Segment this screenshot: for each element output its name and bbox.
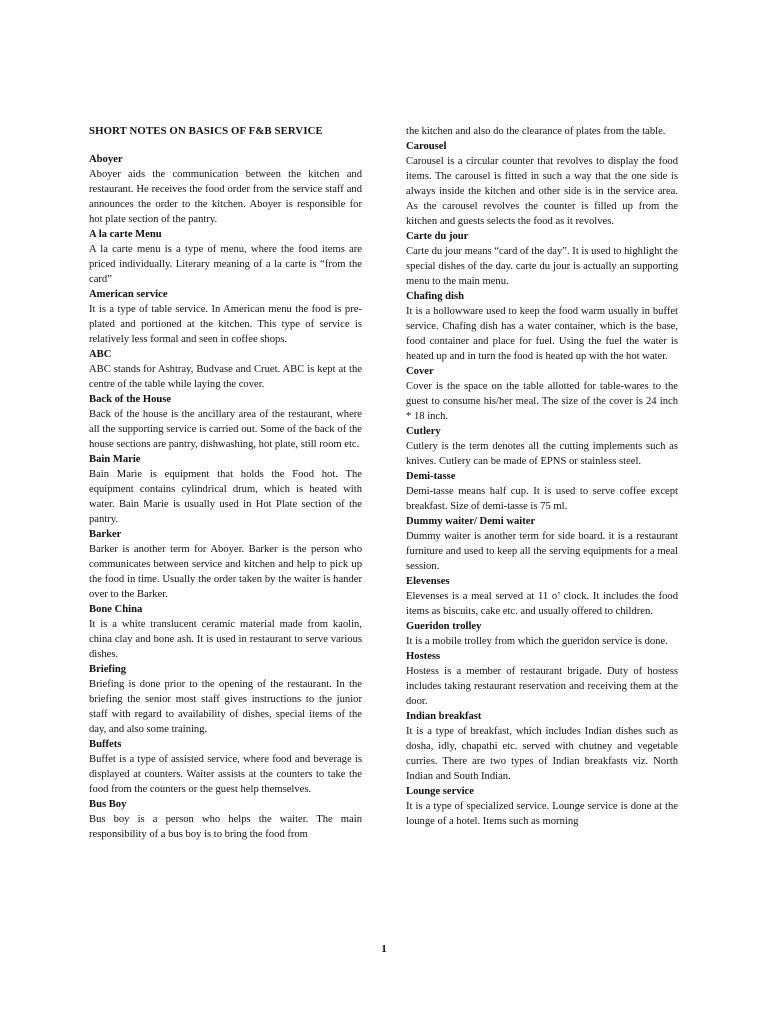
glossary-term: American service (89, 289, 168, 300)
glossary-definition: Aboyer aids the communication between the kitchen and restaurant. He receives the food order from the service staff and announces the order to the kitchen. Aboyer is responsible for hot plate section of the pantry. (89, 169, 362, 225)
glossary-term: Carte du jour (406, 231, 469, 242)
glossary-term: Briefing (89, 664, 127, 675)
glossary-definition: Demi-tasse means half cup. It is used to serve coffee except breakfast. Size of demi-tasse is 75 ml. (406, 486, 678, 512)
glossary-term: Bus Boy (89, 799, 127, 810)
glossary-definition: Briefing is done prior to the opening of the restaurant. In the briefing the senior most staff gives instructions to the junior staff with regard to availability of dishes, special items of the day, and also some training. (89, 679, 362, 735)
glossary-term: Lounge service (406, 786, 474, 797)
page-number: 1 (381, 943, 387, 955)
glossary-definition: It is a type of breakfast, which includes Indian dishes such as dosha, idly, chapathi etc. served with chutney and vegetable curries. There are two types of Indian breakfasts viz. North Indian and South Indian. (406, 726, 678, 782)
glossary-definition: It is a hollowware used to keep the food warm usually in buffet service. Chafing dish has a water container, which is the base, food container and place for fuel. Using the fuel the water is heated up and in turn the food is heated up with the hot water. (406, 306, 678, 362)
left-column (89, 124, 362, 842)
glossary-definition: ABC stands for Ashtray, Budvase and Cruet. ABC is kept at the centre of the table while laying the cover. (89, 364, 362, 390)
glossary-term: Bone China (89, 604, 143, 615)
glossary-term: Elevenses (406, 576, 450, 587)
glossary-term: Hostess (406, 651, 441, 662)
glossary-term: Gueridon trolley (406, 621, 482, 632)
glossary-term: Back of the House (89, 394, 172, 405)
glossary-definition: Buffet is a type of assisted service, where food and beverage is displayed at counters. Waiter assists at the counters to take the food from the counters or the guest help themselves. (89, 754, 362, 795)
glossary-definition: Bus boy is a person who helps the waiter. The main responsibility of a bus boy is to bring the food from (89, 814, 362, 840)
glossary-definition: Carousel is a circular counter that revolves to display the food items. The carousel is fitted in such a way that the one side is always inside the kitchen and other side is in the service area. As the carousel revolves the counter is filled up from the kitchen and guests selects the food as it revolves. (406, 156, 678, 227)
glossary-definition: Elevenses is a meal served at 11 o’ clock. It includes the food items as biscuits, cake etc. and usually offered to children. (406, 591, 678, 617)
glossary-definition: It is a type of table service. In American menu the food is pre-plated and portioned at the kitchen. This type of service is relatively less formal and seen in coffee shops. (89, 304, 362, 345)
glossary-definition: It is a white translucent ceramic material made from kaolin, china clay and bone ash. It is used in restaurant to serve various dishes. (89, 619, 362, 660)
glossary-term: Cover (406, 366, 434, 377)
glossary-definition: A la carte menu is a type of menu, where the food items are priced individually. Literary meaning of a la carte is “from the card” (89, 244, 362, 285)
continued-definition: the kitchen and also do the clearance of plates from the table. (406, 126, 666, 137)
glossary-term: Indian breakfast (406, 711, 482, 722)
glossary-definition: Back of the house is the ancillary area of the restaurant, where all the supporting service is carried out. Some of the back of the house sections are pantry, dishwashing, hot plate, still room etc. (89, 409, 362, 450)
glossary-term: Aboyer (89, 154, 123, 165)
glossary-definition: It is a type of specialized service. Lounge service is done at the lounge of a hotel. Items such as morning (406, 801, 678, 827)
glossary-definition: It is a mobile trolley from which the gueridon service is done. (406, 636, 668, 647)
glossary-term: A la carte Menu (89, 229, 162, 240)
glossary-term: Cutlery (406, 426, 441, 437)
glossary-term: Bain Marie (89, 454, 141, 465)
left-entries (89, 152, 362, 842)
document-title: SHORT NOTES ON BASICS OF F&B SERVICE (89, 125, 323, 137)
glossary-definition: Dummy waiter is another term for side board. it is a restaurant furniture and used to keep all the serving equipments for a meal session. (406, 531, 678, 572)
right-column (406, 124, 678, 829)
glossary-term: Chafing dish (406, 291, 464, 302)
glossary-term: Buffets (89, 739, 122, 750)
glossary-term: Dummy waiter/ Demi waiter (406, 516, 536, 527)
glossary-term: Carousel (406, 141, 447, 152)
glossary-definition: Carte du jour means “card of the day”. It is used to highlight the special dishes of the day. carte du jour is actually an supporting menu to the main menu. (406, 246, 678, 287)
glossary-term: Barker (89, 529, 122, 540)
glossary-definition: Hostess is a member of restaurant brigade. Duty of hostess includes taking restaurant reservation and receiving them at the door. (406, 666, 678, 707)
glossary-definition: Barker is another term for Aboyer. Barker is the person who communicates between service and kitchen and help to pick up the food in time. Usually the order taken by the waiter is hander over to the Barker. (89, 544, 362, 600)
glossary-definition: Cutlery is the term denotes all the cutting implements such as knives. Cutlery can be made of EPNS or stainless steel. (406, 441, 678, 467)
glossary-term: ABC (89, 349, 112, 360)
glossary-term: Demi-tasse (406, 471, 456, 482)
glossary-definition: Cover is the space on the table allotted for table-wares to the guest to consume his/her meal. The size of the cover is 24 inch * 18 inch. (406, 381, 678, 422)
glossary-definition: Bain Marie is equipment that holds the Food hot. The equipment contains cylindrical drum, which is heated with water. Bain Marie is usually used in Hot Plate section of the pantry. (89, 469, 362, 525)
